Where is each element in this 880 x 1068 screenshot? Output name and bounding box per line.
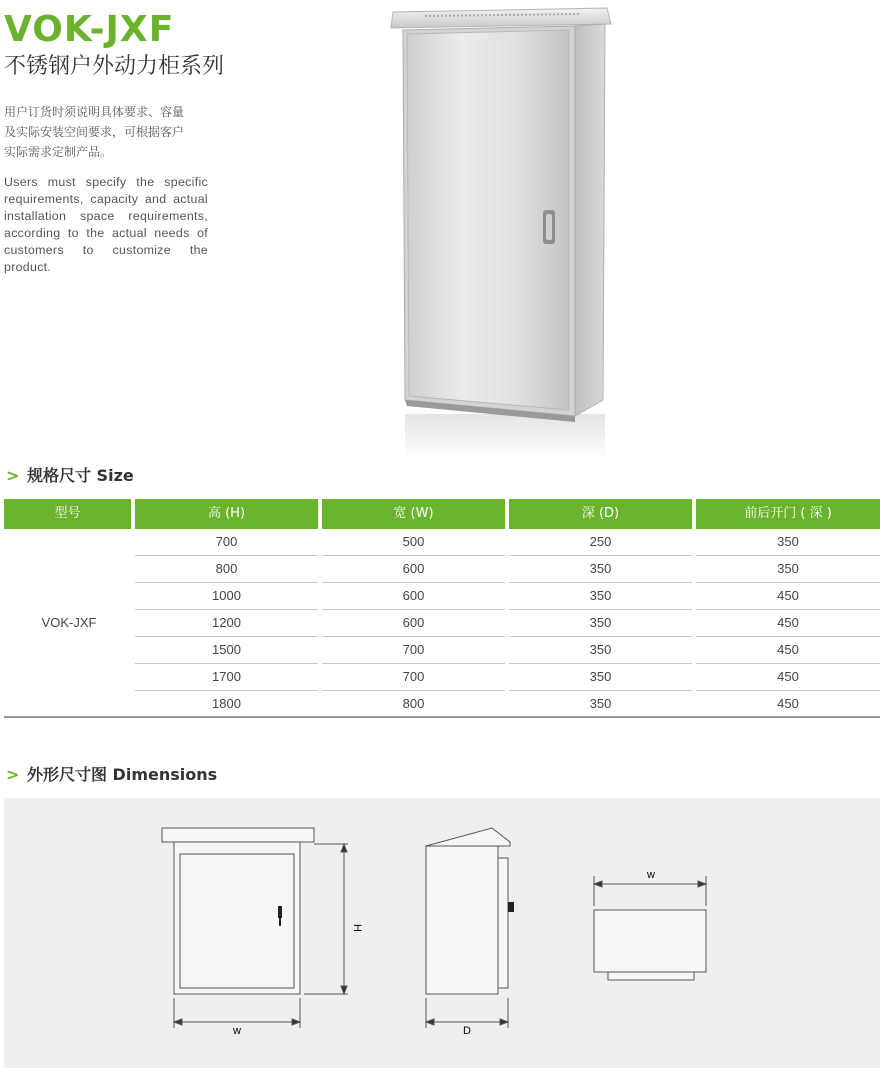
column-header-depth: 深 (D) <box>509 499 692 529</box>
table-cell: 600 <box>322 610 505 637</box>
dimensions-section-title: 外形尺寸图 Dimensions <box>26 765 218 784</box>
table-cell: 1700 <box>135 664 318 691</box>
description-chinese <box>4 102 210 162</box>
table-cell: 450 <box>696 637 880 664</box>
table-cell: 700 <box>322 637 505 664</box>
table-cell: 450 <box>696 664 880 691</box>
table-cell: 450 <box>696 583 880 610</box>
dimension-drawing <box>4 798 880 1068</box>
table-cell: 1000 <box>135 583 318 610</box>
series-title: 不锈钢户外动力柜系列 <box>4 54 225 79</box>
spec-table <box>4 499 880 719</box>
table-cell: 350 <box>589 696 612 711</box>
table-cell: 250 <box>509 529 692 556</box>
table-cell: 700 <box>322 664 505 691</box>
table-cell: 1500 <box>135 637 318 664</box>
table-cell: 600 <box>322 583 505 610</box>
table-bottom-rule <box>4 716 880 718</box>
side-depth-label: D <box>463 1025 471 1037</box>
table-cell: 350 <box>696 529 880 556</box>
description-english: Users must specify the specific requirements, capacity and actual installation space requirements, according to the actual needs of customers to customize the product. <box>4 175 208 274</box>
table-cell: 350 <box>509 556 692 583</box>
chevron-right-icon: > <box>6 765 20 784</box>
front-width-label: w <box>233 1025 241 1037</box>
column-header-model: 型号 <box>4 499 131 529</box>
description-cn-line: 实际需求定制产品。 <box>4 145 113 159</box>
table-cell: 350 <box>509 583 692 610</box>
description-cn-line: 及实际安装空间要求，可根据客户 <box>4 125 185 139</box>
table-cell: 500 <box>322 529 505 556</box>
front-height-label: H <box>351 924 363 932</box>
column-header-height: 高 (H) <box>135 499 318 529</box>
table-cell: 800 <box>402 696 425 711</box>
table-cell: 700 <box>135 529 318 556</box>
table-cell: 450 <box>777 696 799 711</box>
product-photo <box>385 2 625 460</box>
table-cell: 350 <box>509 637 692 664</box>
chevron-right-icon: > <box>6 466 20 485</box>
model-cell: VOK-JXF <box>41 615 97 630</box>
top-width-label: w <box>647 869 655 881</box>
table-cell: 350 <box>696 556 880 583</box>
size-section-heading <box>6 465 134 487</box>
table-cell: 350 <box>509 610 692 637</box>
table-cell: 1200 <box>135 610 318 637</box>
table-cell: 1800 <box>212 696 241 711</box>
column-header-front-back-door: 前后开门 ( 深 ) <box>696 499 880 529</box>
table-cell: 350 <box>509 664 692 691</box>
column-header-width: 宽 (W) <box>322 499 505 529</box>
table-cell: 800 <box>135 556 318 583</box>
table-cell: 450 <box>696 610 880 637</box>
size-section-title: 规格尺寸 Size <box>26 466 134 485</box>
table-cell: 600 <box>322 556 505 583</box>
dimensions-section-heading <box>6 764 217 786</box>
model-title: VOK-JXF <box>4 9 175 50</box>
description-cn-line: 用户订货时须说明具体要求、容量 <box>4 105 185 119</box>
